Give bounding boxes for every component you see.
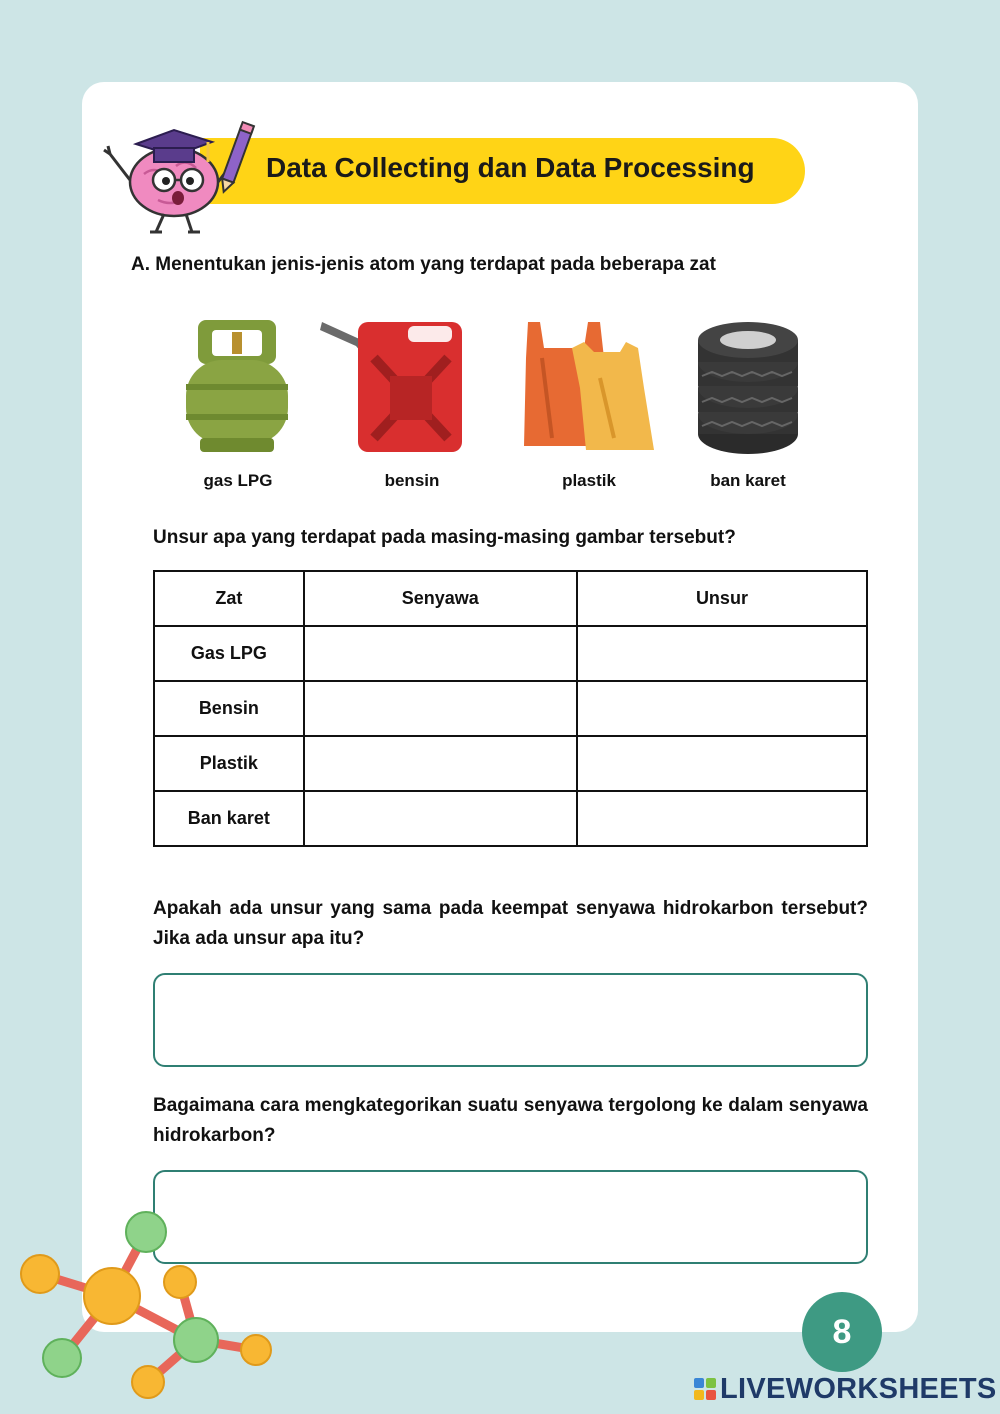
question-unsur-sama: Apakah ada unsur yang sama pada keempat senyawa hidrokarbon tersebut? Jika ada unsur apa itu? (153, 898, 868, 949)
gas-cylinder-icon (180, 318, 295, 456)
table-header-row (154, 571, 867, 626)
cell-unsur-input[interactable] (577, 626, 867, 681)
brain-mascot-icon (100, 118, 260, 240)
question-kategori-hidrokarbon: Bagaimana cara mengkategorikan suatu senyawa tergolong ke dalam senyawa hidrokarbon? (153, 1095, 868, 1146)
table-row (154, 626, 867, 681)
cell-unsur-input[interactable] (577, 681, 867, 736)
table-row (154, 791, 867, 846)
item-label-bensin: bensin (384, 471, 440, 490)
cell-zat: Plastik (154, 736, 304, 791)
plastic-bag-icon (522, 318, 657, 456)
cell-zat: Ban karet (154, 791, 304, 846)
cell-senyawa-input[interactable] (304, 791, 577, 846)
answer-box-unsur-sama[interactable] (153, 973, 868, 1067)
question-unsur: Unsur apa yang terdapat pada masing-masing gambar tersebut? (153, 527, 736, 548)
cell-senyawa-input[interactable] (304, 681, 577, 736)
molecule-icon (0, 1200, 290, 1414)
brand-footer (694, 1372, 997, 1406)
page-number: 8 (802, 1292, 882, 1372)
table-row (154, 681, 867, 736)
column-header-unsur: Unsur (577, 571, 867, 626)
cell-unsur-input[interactable] (577, 791, 867, 846)
column-header-zat: Zat (154, 571, 304, 626)
item-label-ban-karet: ban karet (710, 471, 786, 490)
cell-senyawa-input[interactable] (304, 736, 577, 791)
unsur-table (153, 570, 868, 847)
column-header-senyawa: Senyawa (304, 571, 577, 626)
page-title: Data Collecting dan Data Processing (266, 152, 755, 183)
item-label-plastik: plastik (562, 471, 616, 490)
cell-senyawa-input[interactable] (304, 626, 577, 681)
cell-unsur-input[interactable] (577, 736, 867, 791)
section-a-title: A. Menentukan jenis-jenis atom yang terdapat pada beberapa zat (131, 254, 716, 275)
jerrycan-icon (320, 318, 465, 456)
tire-stack-icon (692, 318, 804, 458)
brand-name: LIVEWORKSHEETS (720, 1372, 997, 1405)
item-label-gas-lpg: gas LPG (203, 471, 273, 490)
liveworksheets-logo-icon (694, 1378, 716, 1400)
cell-zat: Bensin (154, 681, 304, 736)
cell-zat: Gas LPG (154, 626, 304, 681)
table-row (154, 736, 867, 791)
